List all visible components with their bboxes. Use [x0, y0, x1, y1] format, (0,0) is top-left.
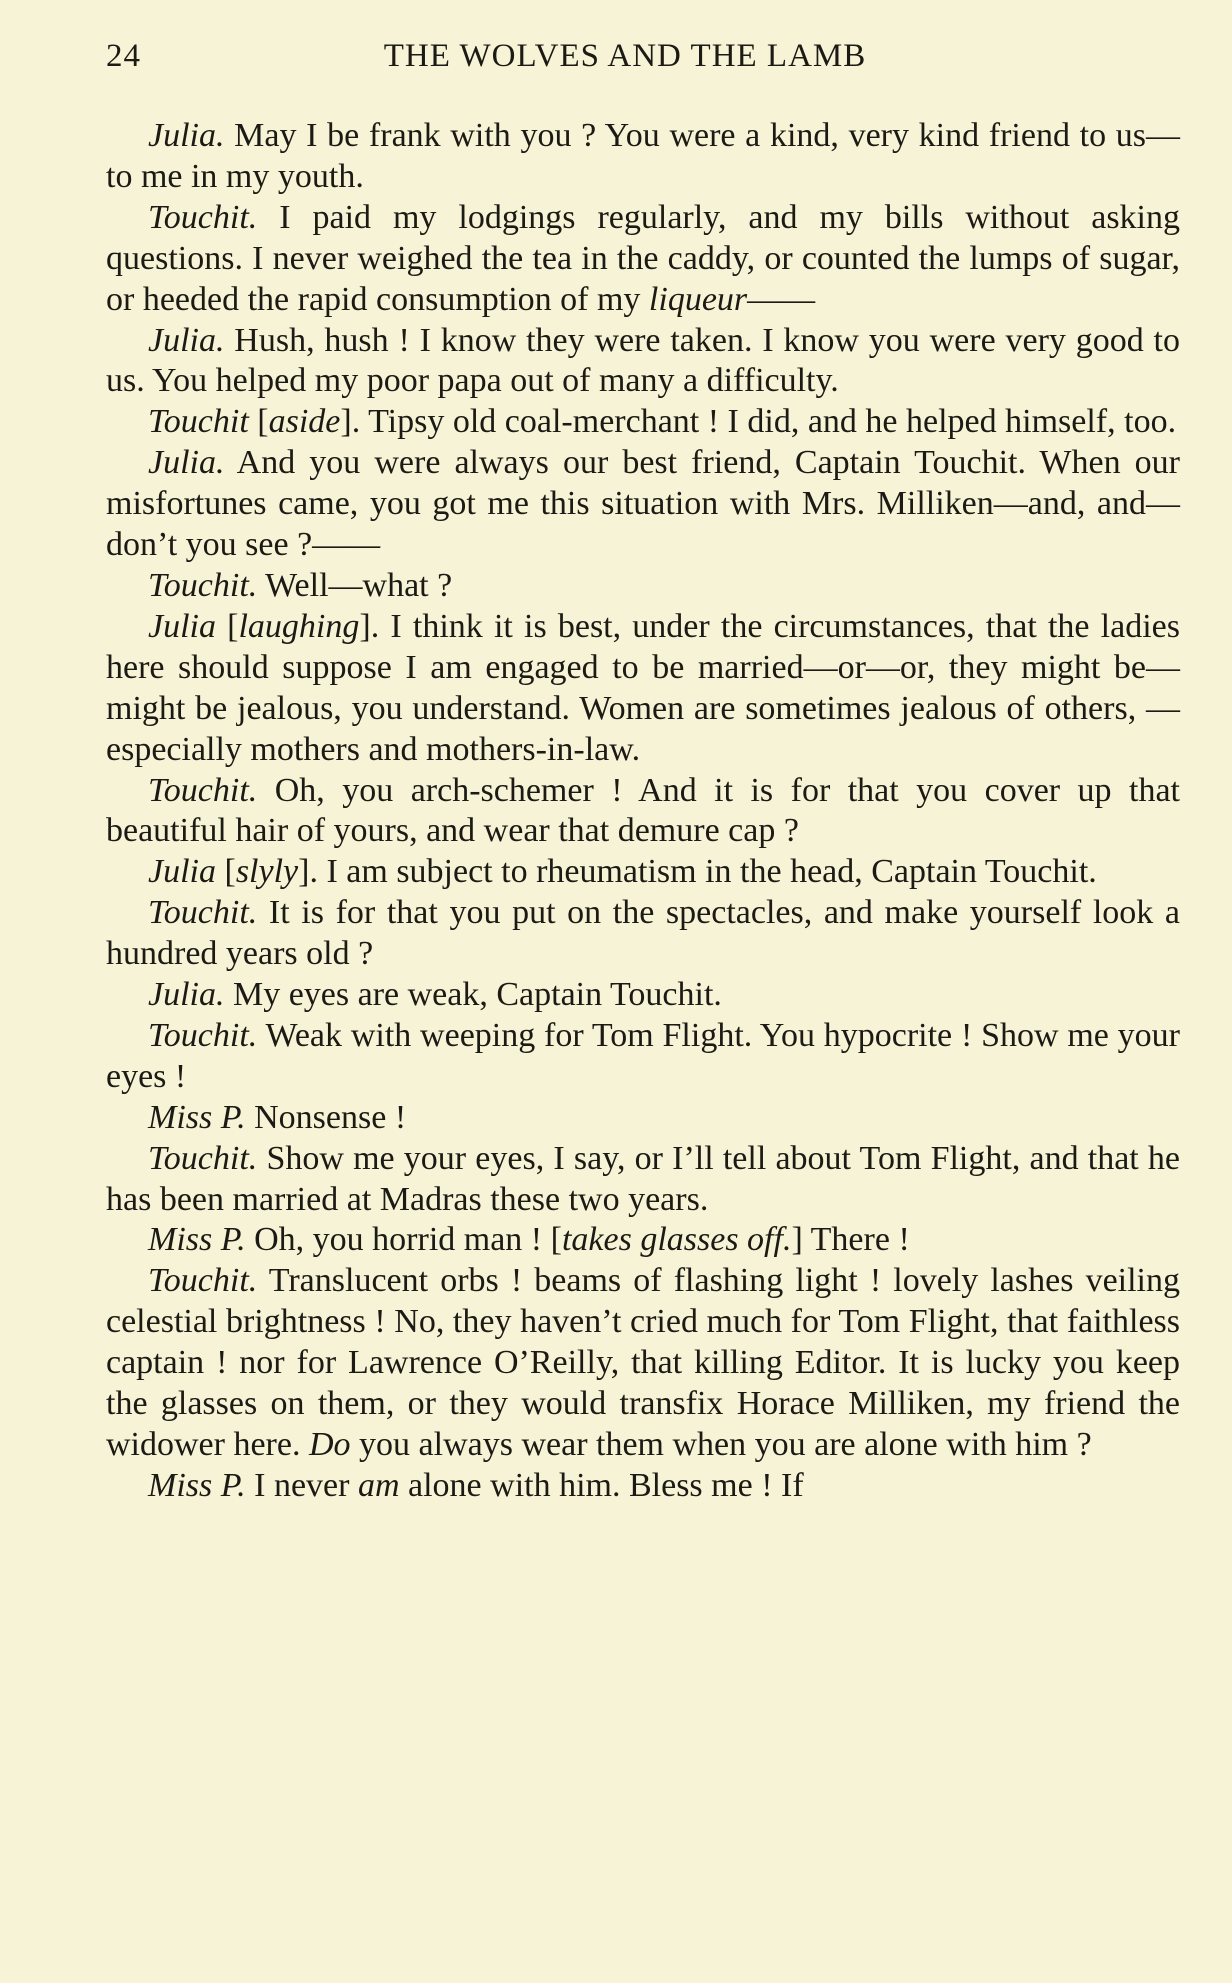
speech-paragraph: Miss P. Oh, you horrid man ! [takes glasses off.] There ! — [148, 1221, 910, 1259]
speaker-name: Touchit. — [148, 1262, 258, 1300]
speech-text-continued: you always wear them when you are alone with him ? — [350, 1426, 1092, 1463]
speech-text: I am subject to rheumatism in the head, Captain Touchit. — [317, 853, 1097, 891]
speech-paragraph — [106, 1466, 1180, 1507]
speech-text: I never — [245, 1466, 358, 1504]
speech-text: Tipsy old coal-merchant ! I did, and he helped himself, too. — [360, 403, 1177, 441]
speaker-name: Touchit. — [148, 1016, 258, 1054]
speech-text: Show me your eyes, I say, or I’ll tell about Tom Flight, and that he has been married at Madras these two years. — [106, 1139, 1180, 1218]
speech-text: May I be frank with you ? You were a kind, very kind friend to us—to me in my youth. — [106, 117, 1180, 195]
speech-text: It is for that you put on the spectacles, and make yourself look a hundred years old ? — [106, 894, 1180, 973]
speaker-name: Touchit. — [148, 198, 258, 236]
page-header — [106, 38, 1184, 88]
speech-text: Hush, hush ! I know they were taken. I know you were very good to us. You helped my poor papa out of many a difficulty. — [106, 321, 1180, 400]
speech-text: Translucent orbs ! beams of flashing light ! lovely lashes veiling celestial brightness ! No, they haven’t cried much for Tom Flight, that faithless captain ! nor for Lawrence O’Reilly, that killing Editor. It is lucky you keep the glasses on them, or they would transfix Horace Milliken, my friend the widower here. — [106, 1262, 1180, 1463]
speaker-name: Julia. — [148, 976, 225, 1014]
play-text — [106, 116, 1180, 1507]
speech-paragraph — [106, 771, 1180, 853]
stage-direction: takes glasses off. — [561, 1221, 792, 1259]
speech-paragraph — [106, 116, 1180, 198]
speech-paragraph: Julia [laughing]. I think it is best, under the circumstances, that the ladies here should suppose I am engaged to be married—or—or, they might be—might be jealous, you understand. Women are sometimes jealous of others, —especially mothers and mothers-in-law. — [106, 607, 1180, 768]
emphasis-text: liqueur — [648, 280, 748, 318]
speech-paragraph — [106, 1098, 1180, 1139]
stage-direction: slyly — [235, 853, 299, 891]
running-title: THE WOLVES AND THE LAMB — [383, 38, 867, 74]
emphasis-text: am — [357, 1466, 400, 1504]
speaker-name: Touchit. — [148, 894, 258, 932]
speaker-name: Miss P. — [148, 1098, 246, 1136]
speech-text-continued: There ! — [802, 1221, 910, 1259]
page-number: 24 — [106, 38, 141, 74]
speech-paragraph — [106, 443, 1180, 566]
speech-paragraph — [106, 321, 1180, 403]
speech-paragraph: Julia [slyly]. I am subject to rheumatism in the head, Captain Touchit. — [148, 853, 1097, 891]
speaker-name: Miss P. — [148, 1221, 246, 1259]
speaker-name: Julia. — [148, 321, 225, 359]
speech-text-continued: alone with him. Bless me ! If — [399, 1466, 804, 1504]
speech-text: Well—what ? — [257, 566, 453, 604]
speech-paragraph — [106, 975, 1180, 1016]
speaker-name: Touchit. — [148, 771, 258, 809]
speaker-name: Julia. — [148, 117, 225, 154]
speech-text: Weak with weeping for Tom Flight. You hypocrite ! Show me your eyes ! — [106, 1016, 1180, 1095]
speaker-name: Touchit. — [148, 1139, 258, 1177]
speech-text-continued: —— — [747, 280, 816, 318]
speech-paragraph — [106, 566, 1180, 607]
speech-text: Nonsense ! — [245, 1098, 407, 1136]
stage-direction: laughing — [238, 607, 360, 645]
speech-paragraph — [106, 1261, 1180, 1466]
emphasis-text: Do — [308, 1426, 351, 1463]
speaker-name: Julia. — [148, 444, 225, 482]
speech-text: Oh, you arch-schemer ! And it is for that you cover up that beautiful hair of yours, and wear that demure cap ? — [106, 771, 1180, 850]
speaker-name: Touchit — [148, 403, 249, 441]
stage-direction: aside — [268, 403, 341, 441]
speech-paragraph — [106, 1016, 1180, 1098]
speech-paragraph — [106, 1139, 1180, 1221]
speaker-name: Miss P. — [148, 1466, 246, 1504]
speaker-name: Julia — [148, 607, 216, 645]
speech-text: I think it is best, under the circumstances, that the ladies here should suppose I am engaged to be married—or—or, they might be—might be jealous, you understand. Women are sometimes jealous of others, —especially mothers and mothers-in-law. — [106, 607, 1180, 768]
speech-text: And you were always our best friend, Captain Touchit. When our misfortunes came, you got me this situation with Mrs. Milliken—and, and—don’t you see ?—— — [106, 444, 1180, 564]
speaker-name: Touchit. — [148, 566, 258, 604]
speech-paragraph: Touchit [aside]. Tipsy old coal-merchant ! I did, and he helped himself, too. — [148, 403, 1177, 441]
speech-text: I paid my lodgings regularly, and my bills without asking questions. I never weighed the tea in the caddy, or counted the lumps of sugar, or heeded the rapid consumption of my — [106, 198, 1180, 318]
speech-text: My eyes are weak, Captain Touchit. — [224, 976, 722, 1014]
speech-paragraph — [106, 893, 1180, 975]
speech-paragraph — [106, 198, 1180, 321]
speech-text: Oh, you horrid man ! — [245, 1221, 551, 1259]
speaker-name: Julia — [148, 853, 216, 891]
